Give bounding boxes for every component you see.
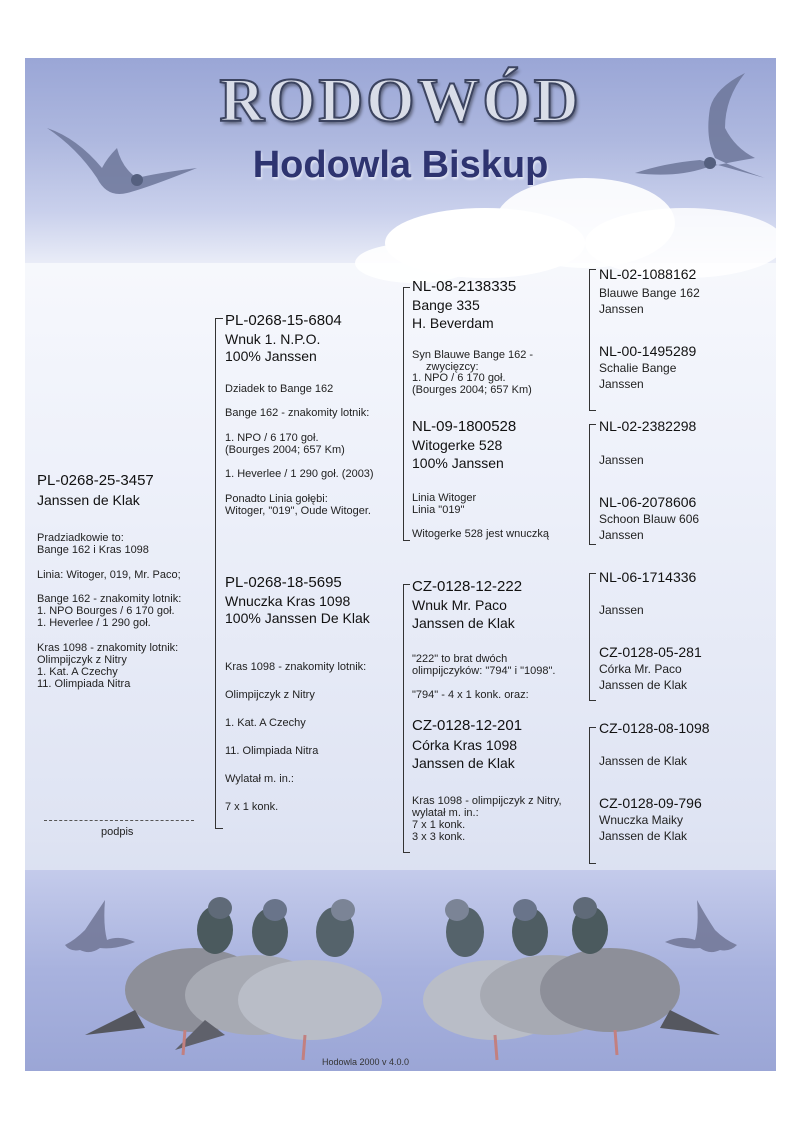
gen3-ring: NL-06-1714336 [599, 569, 697, 585]
mf-breed: Janssen de Klak [412, 615, 515, 631]
small-pigeon-left-icon [65, 900, 135, 952]
gen3-name: Córka Mr. Paco [599, 662, 682, 676]
ff-notes: Syn Blauwe Bange 162 - zwycięzcy: 1. NPO / 6 170 goł. (Bourges 2004; 657 Km) [412, 349, 534, 396]
gen3-ring: NL-00-1495289 [599, 343, 697, 359]
father-breed: 100% Janssen [225, 348, 317, 364]
standing-pigeons-left-icon [85, 897, 382, 1060]
header-banner [25, 58, 776, 263]
pigeons-illustration [25, 870, 776, 1071]
flying-pigeon-left-icon [37, 108, 207, 218]
mf-name: Wnuk Mr. Paco [412, 597, 507, 613]
gen3-name: Schalie Bange [599, 361, 677, 375]
standing-pigeons-right-icon [423, 897, 720, 1060]
father-name: Wnuk 1. N.P.O. [225, 331, 321, 347]
gen3-ring: NL-02-2382298 [599, 418, 697, 434]
gen3-breed: Janssen [599, 528, 644, 542]
gen3-breed: Janssen [599, 453, 644, 467]
software-version: Hodowla 2000 v 4.0.0 [322, 1057, 410, 1067]
bracket-fm [589, 424, 590, 544]
mother-name: Wnuczka Kras 1098 [225, 593, 351, 609]
ff-ring: NL-08-2138335 [412, 278, 517, 295]
bracket-mother [403, 584, 404, 852]
mother-breed: 100% Janssen De Klak [225, 610, 370, 626]
fm-breed: 100% Janssen [412, 455, 504, 471]
gen3-name: Schoon Blauw 606 [599, 512, 700, 526]
gen3-breed: Janssen [599, 302, 644, 316]
bracket-mm [589, 727, 590, 863]
mm-ring: CZ-0128-12-201 [412, 717, 523, 734]
fm-ring: NL-09-1800528 [412, 418, 517, 435]
small-pigeon-right-icon [665, 900, 737, 952]
bracket-father [403, 287, 404, 540]
mf-notes: "222" to brat dwóch olimpijczyków: "794" i "1098". "794" - 4 x 1 konk. oraz: [412, 653, 556, 701]
fm-name: Witogerke 528 [412, 437, 503, 453]
breeder-name: Hodowla Biskup [252, 144, 549, 186]
ff-breed: H. Beverdam [412, 315, 494, 331]
gen3-ring: NL-02-1088162 [599, 266, 697, 282]
mf-ring: CZ-0128-12-222 [412, 578, 523, 595]
subject-notes: Pradziadkowie to: Bange 162 i Kras 1098 Linia: Witoger, 019, Mr. Paco; Bange 162 - znakomity lotnik: 1. NPO Bourges / 6 170 goł. 1. Heverlee / 1 290 goł. Kras 1098 - znakomity lotnik: Olimpijczyk z Nitry 1. Kat. A Czechy 11. Olimpiada Nitra [37, 532, 182, 691]
gen3-ring: NL-06-2078606 [599, 494, 697, 510]
bracket-ff [589, 269, 590, 410]
flying-pigeon-right-icon [605, 68, 775, 218]
signature-line [44, 820, 194, 821]
gen3-ring: CZ-0128-09-796 [599, 795, 702, 811]
father-ring: PL-0268-15-6804 [225, 312, 342, 329]
bracket-gen1 [215, 318, 216, 828]
ff-name: Bange 335 [412, 297, 480, 313]
gen3-name: Wnuczka Maiky [599, 813, 684, 827]
fm-notes: Linia Witoger Linia "019" Witogerke 528 jest wnuczką [412, 492, 549, 540]
pedigree-title: RODOWÓD [219, 67, 582, 135]
gen3-breed: Janssen de Klak [599, 829, 688, 843]
mm-name: Córka Kras 1098 [412, 737, 518, 753]
gen3-ring: CZ-0128-05-281 [599, 644, 702, 660]
gen3-breed: Janssen [599, 377, 644, 391]
subject-ring: PL-0268-25-3457 [37, 472, 154, 489]
gen3-breed: Janssen de Klak [599, 678, 688, 692]
gen3-ring: CZ-0128-08-1098 [599, 720, 710, 736]
bracket-mf [589, 573, 590, 700]
mm-notes: Kras 1098 - olimpijczyk z Nitry, wylatał m. in.: 7 x 1 konk. 3 x 3 konk. [412, 795, 562, 843]
subject-breed: Janssen de Klak [37, 492, 140, 508]
gen3-name: Blauwe Bange 162 [599, 286, 700, 300]
gen3-breed: Janssen [599, 603, 644, 617]
mm-breed: Janssen de Klak [412, 755, 515, 771]
father-notes: Dziadek to Bange 162 Bange 162 - znakomity lotnik: 1. NPO / 6 170 goł. (Bourges 2004; 657 Km) 1. Heverlee / 1 290 goł. (2003) Ponadto Linia gołębi: Witoger, "019", Oude Witoger. [225, 383, 374, 518]
signature-label: podpis [101, 826, 134, 838]
gen3-breed: Janssen de Klak [599, 754, 688, 768]
mother-ring: PL-0268-18-5695 [225, 574, 342, 591]
footer-banner [25, 870, 776, 1071]
mother-notes: Kras 1098 - znakomity lotnik: Olimpijczyk z Nitry 1. Kat. A Czechy 11. Olimpiada Nitra Wylatał m. in.: 7 x 1 konk. [225, 661, 367, 813]
